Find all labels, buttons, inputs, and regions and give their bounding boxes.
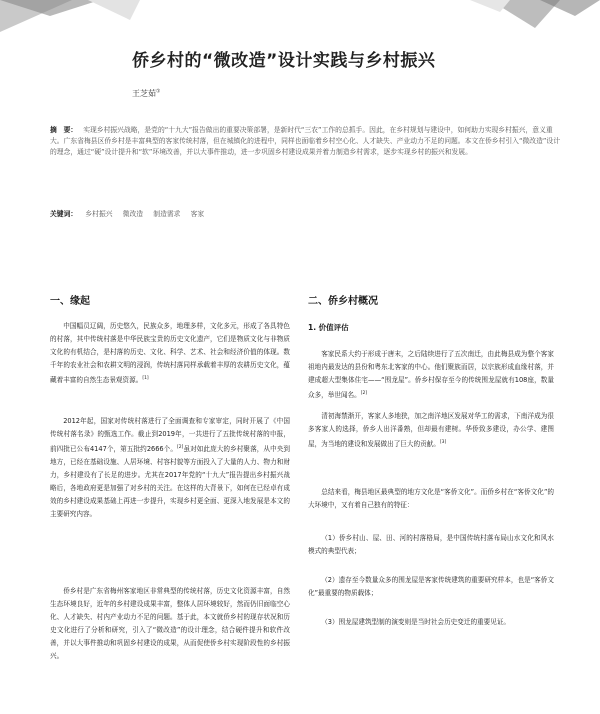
abstract [50, 125, 562, 158]
keyword: 乡村振兴 [85, 210, 113, 218]
section1-paragraph-3: 侨乡村是广东省梅州客家地区非常典型的传统村落，历史文化资源丰富，自然生态环境良好，近年的乡村建设成果丰富，整体人居环境较好，然而仍旧面临空心化、人才缺失、村内产业动力不足的问题。基于此，本文就侨乡村的现存状况和历史文化进行了分析和研究，引入了“微改造”的设计理念，结合硬件提升和软件改善，并以大事件推动和巩固乡村建设的成果，从而促使侨乡村实现阶段性的乡村振兴。 [50, 587, 290, 660]
citation: [3] [439, 440, 447, 445]
subsection-heading-1: 1. 价值评估 [308, 323, 349, 332]
section2-paragraph-3: 总结来看，梅县地区最典型的地方文化是“客侨文化”。而侨乡村在“客侨文化”的大环境中，又有着自己独有的特征： [308, 488, 554, 509]
keywords [50, 208, 562, 218]
section1-paragraph-1: 中国幅员辽阔，历史悠久，民族众多，地理多样，文化多元，形成了各具特色的村落，其中传统村落是中华民族宝贵的历史文化遗产，它们是物质文化与非物质文化的有机结合，是村落的历史、文化、科学、艺术、社会和经济价值的体现。数千年的农业社会和农耕文明的浸润，传统村落同样承载着丰厚的农耕历史文化，蕴藏着丰富的自然生态景观资源。[1] [50, 322, 290, 385]
section2-paragraph-1: 客家民系大约于形成于唐末，之后陆续进行了五次南迁，由此梅县成为整个客家祖地内最发达的县份和粤东北客家的中心。他们聚族而居，以宗族形成血缘村落，并建成超大型集体住宅——“围龙屋”。侨乡村保存至今的传统围龙屋就有108座，数量众多，举世闻名。[2] [308, 350, 554, 400]
corner-decoration-right [470, 0, 600, 40]
section2-list-item-3: （3）围龙屋建筑型制的演变则是当时社会历史变迁的重要见证。 [321, 618, 511, 626]
keyword: 微改造 [122, 210, 144, 218]
abstract-label: 摘 要： [50, 126, 78, 134]
corner-decoration-left [0, 0, 150, 40]
citation: [2] [177, 445, 184, 450]
author-name: 王芝茹① [132, 88, 161, 98]
keyword: 客家 [190, 210, 205, 218]
section-heading-2: 二、侨乡村概况 [308, 296, 378, 307]
section-heading-1: 一、缘起 [50, 296, 90, 307]
keyword: 制造需求 [153, 210, 181, 218]
citation: [1] [142, 376, 149, 381]
abstract-text: 实现乡村振兴战略，是党的“十九大”报告做出的重要决策部署，是新时代“三农”工作的总抓手。因此，在乡村规划与建设中，如何助力实现乡村振兴，意义重大。广东省梅县区侨乡村是丰富典型的客家传统村落，但在城镇化的进程中，同样也面临着乡村空心化、人才缺失、产业动力不足的问题。本文在侨乡村引入“微改造”设计的理念，通过“硬”设计提升和“软”环境改善，并以大事件推动，进一步巩固乡村建设成果并着力制造乡村需求，逐步实现乡村的振兴和发展。 [50, 126, 561, 156]
keywords-label: 关键词： [50, 210, 78, 218]
section2-list-item-2: （2）遗存至今数量众多的围龙屋是客家传统建筑的重要研究样本，也是“客侨文化”最重要的物质载体； [308, 576, 554, 597]
section2-list-item-1: （1）侨乡村山、屋、田、河的村落格局，是中国传统村落布局山水文化和风水模式的典型代表； [308, 534, 554, 555]
section2-paragraph-2: 清初海禁渐开，客家人多地狭，加之南洋地区发展对华工的需求，下南洋成为很多客家人的选择，侨乡人出洋番熟，但却最有建树。华侨致多建设，办公学、建图屋，为当地的建设和发展做出了巨大的贡献。[3] [308, 412, 554, 449]
author-footnote-mark: ① [156, 88, 161, 95]
article-title: 侨乡村的“微改造”设计实践与乡村振兴 [132, 51, 436, 71]
citation: [2] [360, 391, 368, 396]
section1-paragraph-2: 2012年起，国家对传统村落进行了全面调查和专家审定，同时开展了《中国传统村落名录》的甄选工作。截止到2019年，一共进行了五批传统村落的申报，前四批已公布4147个，第五批约2666个。[2]虽对如此庞大的乡村聚落，从中央到地方，已经在基础设施、人居环境、村容村貌等方面投入了大量的人力、物力和财力，乡村建设有了长足的进步。尤其在2017年党的“十九大”报告提出乡村振兴战略后，各地政府更是加强了对乡村的关注。在这样的大背景下，如何在已经卓有成效的乡村建设成果基础上再进一步提升，实现乡村更全面、更深入地发展是本文的主要研究内容。 [50, 417, 290, 519]
